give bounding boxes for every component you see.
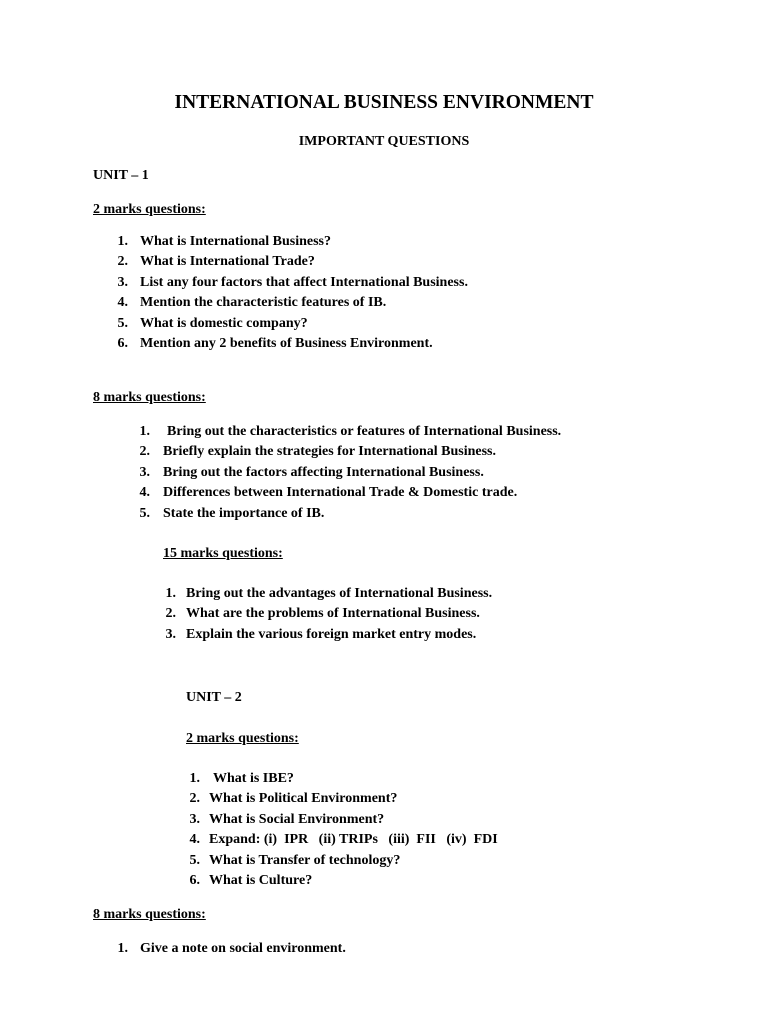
question-number: 5. [139, 505, 150, 521]
question-number: 4. [117, 295, 128, 311]
question-number: 4. [189, 832, 200, 848]
question-text: What is Political Environment? [209, 791, 398, 807]
question-number: 1. [117, 941, 128, 956]
question-number: 2. [117, 254, 128, 270]
question-text: Mention the characteristic features of IB. [140, 295, 387, 311]
document-subtitle: IMPORTANT QUESTIONS [298, 134, 470, 149]
question-number: 2. [165, 606, 176, 622]
question-text: Bring out the factors affecting International Business. [163, 464, 484, 480]
unit2-8marks-heading: 8 marks questions: [93, 907, 206, 922]
question-text: List any four factors that affect International Business. [140, 274, 468, 290]
question-number: 3. [165, 626, 176, 642]
document-title: INTERNATIONAL BUSINESS ENVIRONMENT [174, 92, 594, 113]
question-number: 1. [165, 586, 176, 601]
question-number: 1. [139, 424, 150, 439]
question-number: 5. [189, 852, 200, 868]
question-number: 6. [117, 335, 128, 351]
question-text: What is Culture? [209, 872, 313, 888]
unit1-15marks-heading: 15 marks questions: [163, 546, 283, 561]
question-text: What is Social Environment? [209, 811, 385, 827]
question-text: Give a note on social environment. [140, 941, 346, 956]
unit1-heading: UNIT – 1 [93, 168, 149, 183]
question-text: State the importance of IB. [163, 505, 325, 521]
question-number: 1. [117, 234, 128, 249]
question-text: What is domestic company? [140, 315, 308, 331]
unit2-heading: UNIT – 2 [186, 690, 242, 705]
question-number: 4. [139, 485, 150, 501]
question-text: What is International Business? [140, 234, 331, 249]
question-text: Bring out the characteristics or features of International Business. [167, 424, 562, 439]
question-text: What are the problems of International Business. [186, 606, 480, 622]
question-text: Bring out the advantages of International Business. [186, 586, 493, 601]
question-text: What is International Trade? [140, 254, 315, 270]
question-number: 3. [139, 464, 150, 480]
question-text: Differences between International Trade & Domestic trade. [163, 485, 518, 501]
question-number: 5. [117, 315, 128, 331]
question-text: Expand: (i) IPR (ii) TRIPs (iii) FII (iv) FDI [209, 832, 498, 848]
question-text: What is Transfer of technology? [209, 852, 401, 868]
question-number: 3. [117, 274, 128, 290]
unit1-8marks-heading: 8 marks questions: [93, 390, 206, 405]
question-text: Mention any 2 benefits of Business Environment. [140, 335, 433, 351]
question-number: 3. [189, 811, 200, 827]
unit1-2marks-heading: 2 marks questions: [93, 202, 206, 217]
question-text: Explain the various foreign market entry modes. [186, 626, 477, 642]
unit2-2marks-heading: 2 marks questions: [186, 731, 299, 746]
question-number: 2. [139, 444, 150, 460]
question-text: Briefly explain the strategies for International Business. [163, 444, 497, 460]
question-number: 1. [189, 771, 200, 786]
question-number: 6. [189, 872, 200, 888]
question-number: 2. [189, 791, 200, 807]
question-text: What is IBE? [213, 771, 294, 786]
